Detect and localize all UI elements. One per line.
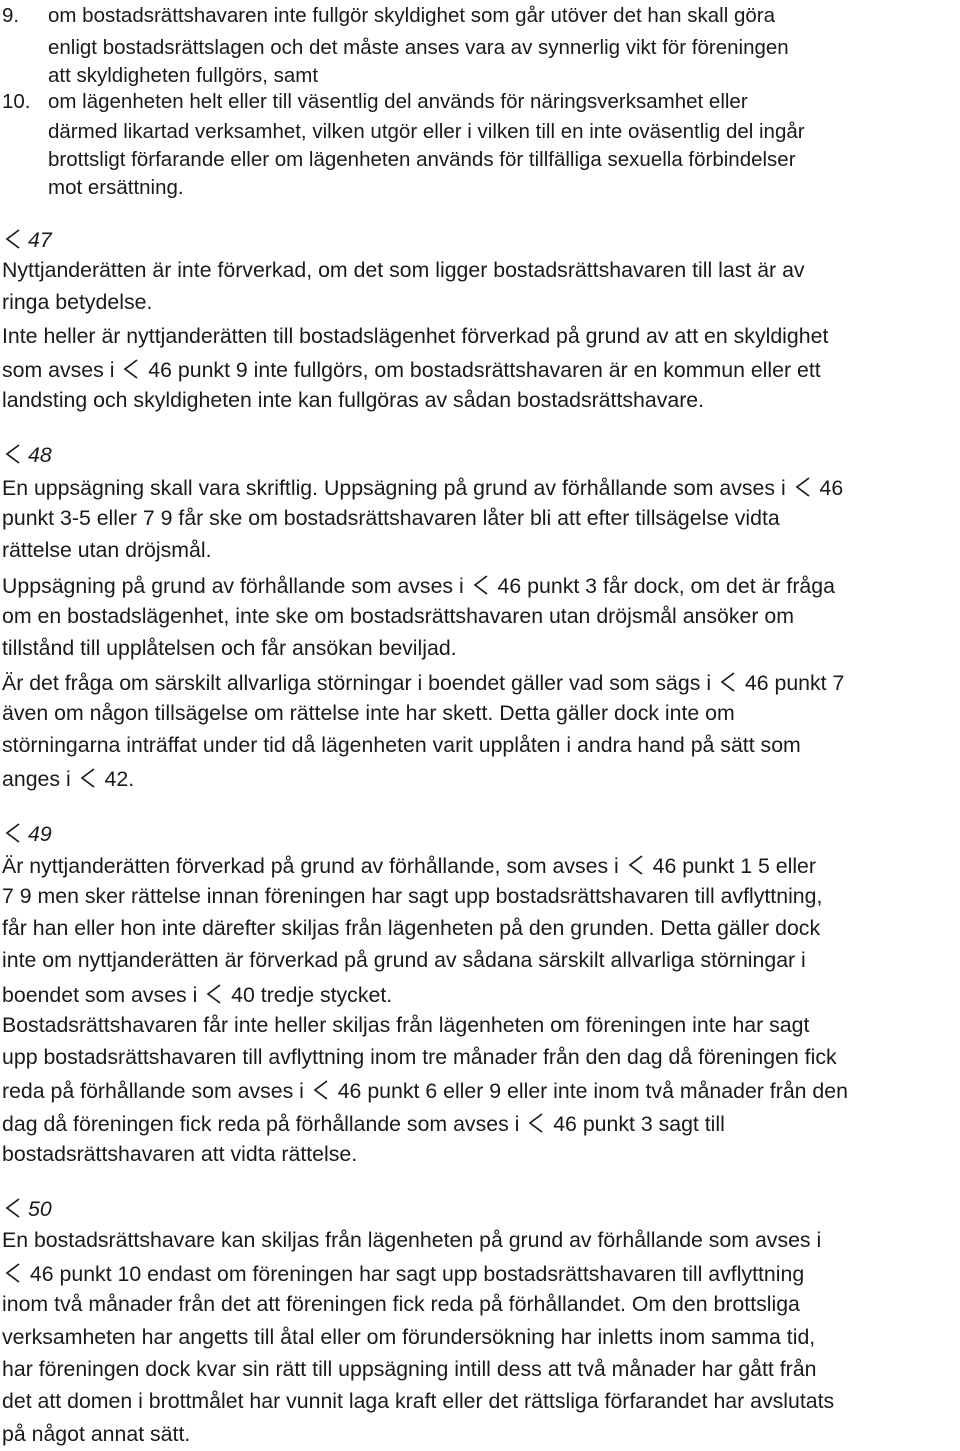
section-symbol-icon [717, 671, 739, 693]
text-run: 46 punkt 10 endast om föreningen har sagt upp bostadsrättshavaren till avflyttning [24, 1262, 805, 1286]
text-run: 46 punkt 9 inte fullgörs, om bostadsrättshavaren är en kommun eller ett [142, 358, 821, 382]
paragraph-line [2, 260, 805, 281]
text-run: dag då föreningen fick reda på förhållande som avses i [2, 1112, 526, 1136]
text-run: bostadsrättshavaren att vidta rättelse. [2, 1142, 358, 1166]
paragraph-line [2, 1359, 816, 1380]
list-item-line: mot ersättning. [48, 176, 184, 199]
section-symbol-icon [2, 822, 24, 844]
paragraph-line [2, 886, 822, 907]
text-run: Nyttjanderätten är inte förverkad, om det som ligger bostadsrättshavaren till last är av [2, 258, 805, 282]
text-run: 7 9 men sker rättelse innan föreningen har sagt upp bostadsrättshavaren till avflyttning, [2, 884, 823, 908]
list-item-number: 9. [2, 4, 20, 27]
list-item-line: brottsligt förfarande eller om lägenheten används för tillfälliga sexuella förbindelser [48, 148, 796, 171]
section-heading [2, 1197, 52, 1220]
paragraph-line [2, 390, 704, 411]
text-run: En bostadsrättshavare kan skiljas från lägenheten på grund av förhållande som avses i [2, 1228, 822, 1252]
paragraph-line [2, 1079, 848, 1102]
text-run: 46 [813, 476, 844, 500]
section-symbol-icon [525, 1112, 547, 1134]
text-run: ringa betydelse. [2, 290, 153, 314]
text-run: Är nyttjanderätten förverkad på grund av förhållande, som avses i [2, 854, 625, 878]
text-run: rättelse utan dröjsmål. [2, 538, 212, 562]
paragraph-line [2, 1230, 821, 1251]
section-symbol-icon [77, 767, 99, 789]
paragraph-line [2, 1424, 190, 1445]
text-run: Bostadsrättshavaren får inte heller skiljas från lägenheten om föreningen inte har sagt [2, 1013, 810, 1037]
list-item-line: om bostadsrättshavaren inte fullgör skyldighet som går utöver det han skall göra [48, 4, 775, 27]
paragraph-line [2, 1294, 800, 1315]
section-symbol-icon [470, 574, 492, 596]
paragraph-line [2, 540, 212, 561]
list-item-number: 10. [2, 90, 31, 113]
paragraph-line [2, 735, 801, 756]
paragraph-line [2, 292, 152, 313]
text-run: Uppsägning på grund av förhållande som avses i [2, 574, 470, 598]
list-item-line: enligt bostadsrättslagen och det måste anses vara av synnerlig vikt för föreningen [48, 36, 789, 59]
text-run: inte om nyttjanderätten är förverkad på grund av sådana särskilt allvarliga störningar i [2, 948, 806, 972]
text-run: får han eller hon inte därefter skiljas från lägenheten på den grunden. Detta gäller dock [2, 916, 821, 940]
text-run: 46 punkt 7 [738, 671, 845, 695]
text-run: tillstånd till upplåtelsen och får ansökan beviljad. [2, 636, 457, 660]
section-symbol-icon [2, 1197, 24, 1219]
text-run: det att domen i brottmålet har vunnit laga kraft eller det rättsliga förfarandet har avslutats [2, 1389, 835, 1413]
text-run: reda på förhållande som avses i [2, 1079, 310, 1103]
paragraph-line [2, 767, 134, 790]
section-symbol-icon [310, 1079, 332, 1101]
section-heading [2, 228, 52, 251]
section-heading [2, 443, 52, 466]
section-number: 48 [28, 443, 52, 467]
text-run: inom två månader från det att föreningen fick reda på förhållandet. Om den brottsliga [2, 1292, 800, 1316]
paragraph-line [2, 918, 820, 939]
list-item-line: därmed likartad verksamhet, vilken utgör eller i vilken till en inte oväsentlig del ingår [48, 120, 805, 143]
text-run: boendet som avses i [2, 983, 204, 1007]
section-symbol-icon [203, 983, 225, 1005]
section-symbol-icon [120, 358, 142, 380]
text-run: 40 tredje stycket. [225, 983, 393, 1007]
text-run: störningarna inträffat under tid då lägenheten varit upplåten i andra hand på sätt som [2, 733, 801, 757]
text-run: landsting och skyldigheten inte kan fullgöras av sådan bostadsrättshavare. [2, 388, 705, 412]
paragraph-line [2, 574, 835, 597]
paragraph-line [2, 1047, 837, 1068]
text-run: även om någon tillsägelse om rättelse inte har skett. Detta gäller dock inte om [2, 701, 735, 725]
paragraph-line [2, 703, 735, 724]
text-run: 46 punkt 3 får dock, om det är fråga [491, 574, 835, 598]
paragraph-line [2, 1262, 804, 1285]
section-symbol-icon [625, 854, 647, 876]
text-run: En uppsägning skall vara skriftlig. Uppsägning på grund av förhållande som avses i [2, 476, 792, 500]
text-run: anges i [2, 767, 77, 791]
text-run: 46 punkt 6 eller 9 eller inte inom två månader från den [331, 1079, 848, 1103]
paragraph-line [2, 1015, 809, 1036]
text-run: Inte heller är nyttjanderätten till bostadslägenhet förverkad på grund av att en skyldighet [2, 324, 829, 348]
paragraph-line [2, 854, 816, 877]
list-item-line: att skyldigheten fullgörs, samt [48, 64, 319, 87]
paragraph-line [2, 950, 806, 971]
text-run: om en bostadslägenhet, inte ske om bostadsrättshavaren utan dröjsmål ansöker om [2, 604, 794, 628]
text-run: 46 punkt 3 sagt till [547, 1112, 725, 1136]
paragraph-line [2, 606, 794, 627]
paragraph-line [2, 326, 828, 347]
paragraph-line [2, 1144, 357, 1165]
paragraph-line [2, 358, 821, 381]
text-run: upp bostadsrättshavaren till avflyttning inom tre månader från den dag då föreningen fick [2, 1045, 837, 1069]
section-symbol-icon [792, 476, 814, 498]
list-item-line: om lägenheten helt eller till väsentlig del används för näringsverksamhet eller [48, 90, 748, 113]
section-symbol-icon [2, 443, 24, 465]
paragraph-line [2, 508, 780, 529]
text-run: Är det fråga om särskilt allvarliga störningar i boendet gäller vad som sägs i [2, 671, 717, 695]
section-number: 50 [28, 1197, 52, 1221]
section-symbol-icon [2, 1262, 24, 1284]
text-run: 42. [98, 767, 135, 791]
text-run: har föreningen dock kvar sin rätt till uppsägning intill dess att två månader har gått från [2, 1357, 817, 1381]
section-number: 47 [28, 228, 52, 252]
paragraph-line [2, 983, 392, 1006]
paragraph-line [2, 1112, 725, 1135]
section-number: 49 [28, 822, 52, 846]
text-run: 46 punkt 1 5 eller [646, 854, 816, 878]
text-run: som avses i [2, 358, 121, 382]
paragraph-line [2, 638, 457, 659]
text-run: verksamheten har angetts till åtal eller om förundersökning har inletts inom samma tid, [2, 1325, 816, 1349]
paragraph-line [2, 1391, 834, 1412]
section-symbol-icon [2, 228, 24, 250]
paragraph-line [2, 671, 844, 694]
paragraph-line [2, 1327, 815, 1348]
paragraph-line [2, 476, 843, 499]
section-heading [2, 822, 52, 845]
text-run: på något annat sätt. [2, 1422, 191, 1446]
text-run: punkt 3-5 eller 7 9 får ske om bostadsrättshavaren låter bli att efter tillsägelse vidta [2, 506, 780, 530]
